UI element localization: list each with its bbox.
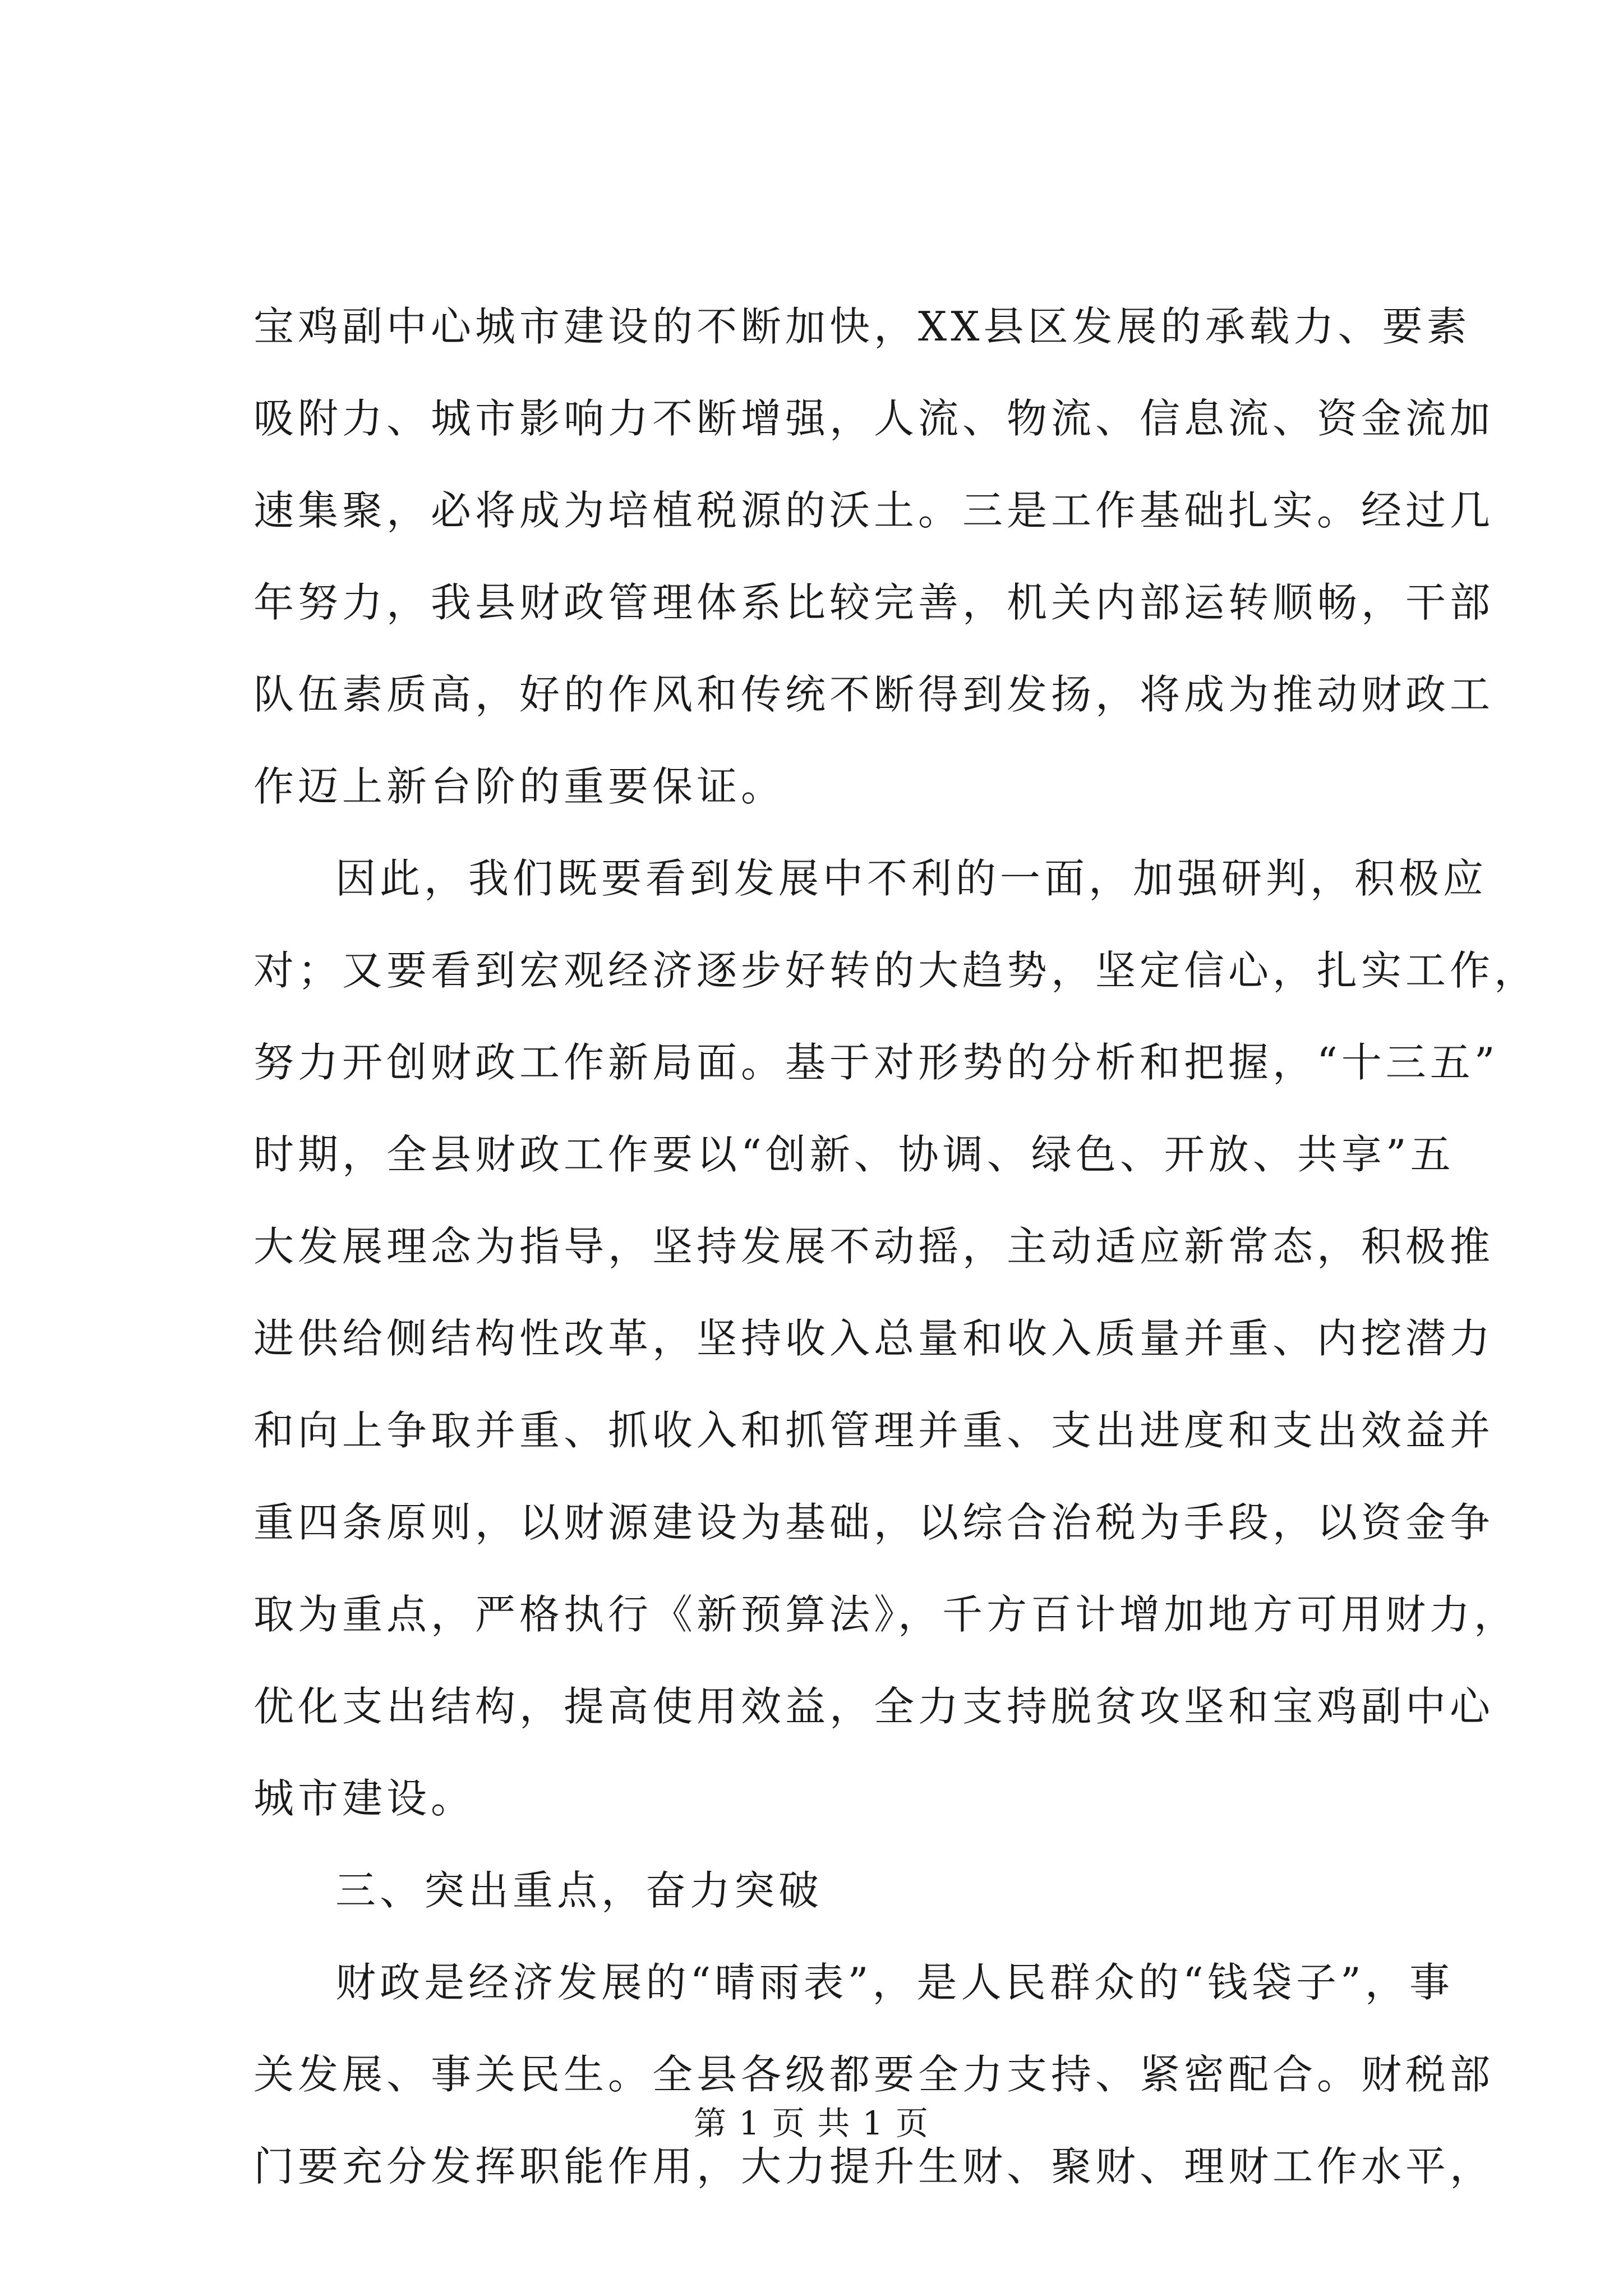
paragraph-line: 吸附力、城市影响力不断增强，人流、物流、信息流、资金流加 — [253, 395, 1495, 442]
paragraph-line: 时期，全县财政工作要以“创新、协调、绿色、开放、共享”五 — [253, 1131, 1455, 1178]
section-heading: 三、突出重点，奋力突破 — [335, 1867, 823, 1914]
paragraph-line: 关发展、事关民生。全县各级都要全力支持、紧密配合。财税部 — [253, 2051, 1495, 2098]
paragraph-line: 作迈上新台阶的重要保证。 — [253, 763, 786, 810]
paragraph-line: 城市建设。 — [253, 1775, 476, 1822]
paragraph-line: 大发展理念为指导，坚持发展不动摇，主动适应新常态，积极推 — [253, 1223, 1495, 1270]
page-footer: 第 1 页 共 1 页 — [694, 2104, 929, 2142]
document-body — [253, 280, 1539, 2212]
paragraph-line: 宝鸡副中心城市建设的不断加快，XX县区发展的承载力、要素 — [253, 303, 1471, 350]
paragraph-line: 速集聚，必将成为培植税源的沃土。三是工作基础扎实。经过几 — [253, 487, 1495, 534]
paragraph-line: 年努力，我县财政管理体系比较完善，机关内部运转顺畅，干部 — [253, 579, 1495, 626]
paragraph-line: 门要充分发挥职能作用，大力提升生财、聚财、理财工作水平， — [253, 2143, 1495, 2190]
paragraph-line: 取为重点，严格执行《新预算法》，千方百计增加地方可用财力， — [253, 1591, 1519, 1638]
paragraph-line: 进供给侧结构性改革，坚持收入总量和收入质量并重、内挖潜力 — [253, 1315, 1495, 1362]
paragraph-line: 优化支出结构，提高使用效益，全力支持脱贫攻坚和宝鸡副中心 — [253, 1683, 1495, 1730]
paragraph-line: 对；又要看到宏观经济逐步好转的大趋势，坚定信心，扎实工作， — [253, 947, 1539, 994]
paragraph-line: 财政是经济发展的“晴雨表”，是人民群众的“钱袋子”，事 — [335, 1959, 1454, 2006]
paragraph-line: 和向上争取并重、抓收入和抓管理并重、支出进度和支出效益并 — [253, 1407, 1495, 1454]
paragraph-line: 因此，我们既要看到发展中不利的一面，加强研判，积极应 — [335, 855, 1488, 902]
paragraph-line: 队伍素质高，好的作风和传统不断得到发扬，将成为推动财政工 — [253, 671, 1495, 718]
paragraph-line: 努力开创财政工作新局面。基于对形势的分析和把握，“十三五” — [253, 1039, 1499, 1086]
paragraph-line: 重四条原则，以财源建设为基础，以综合治税为手段，以资金争 — [253, 1499, 1495, 1546]
